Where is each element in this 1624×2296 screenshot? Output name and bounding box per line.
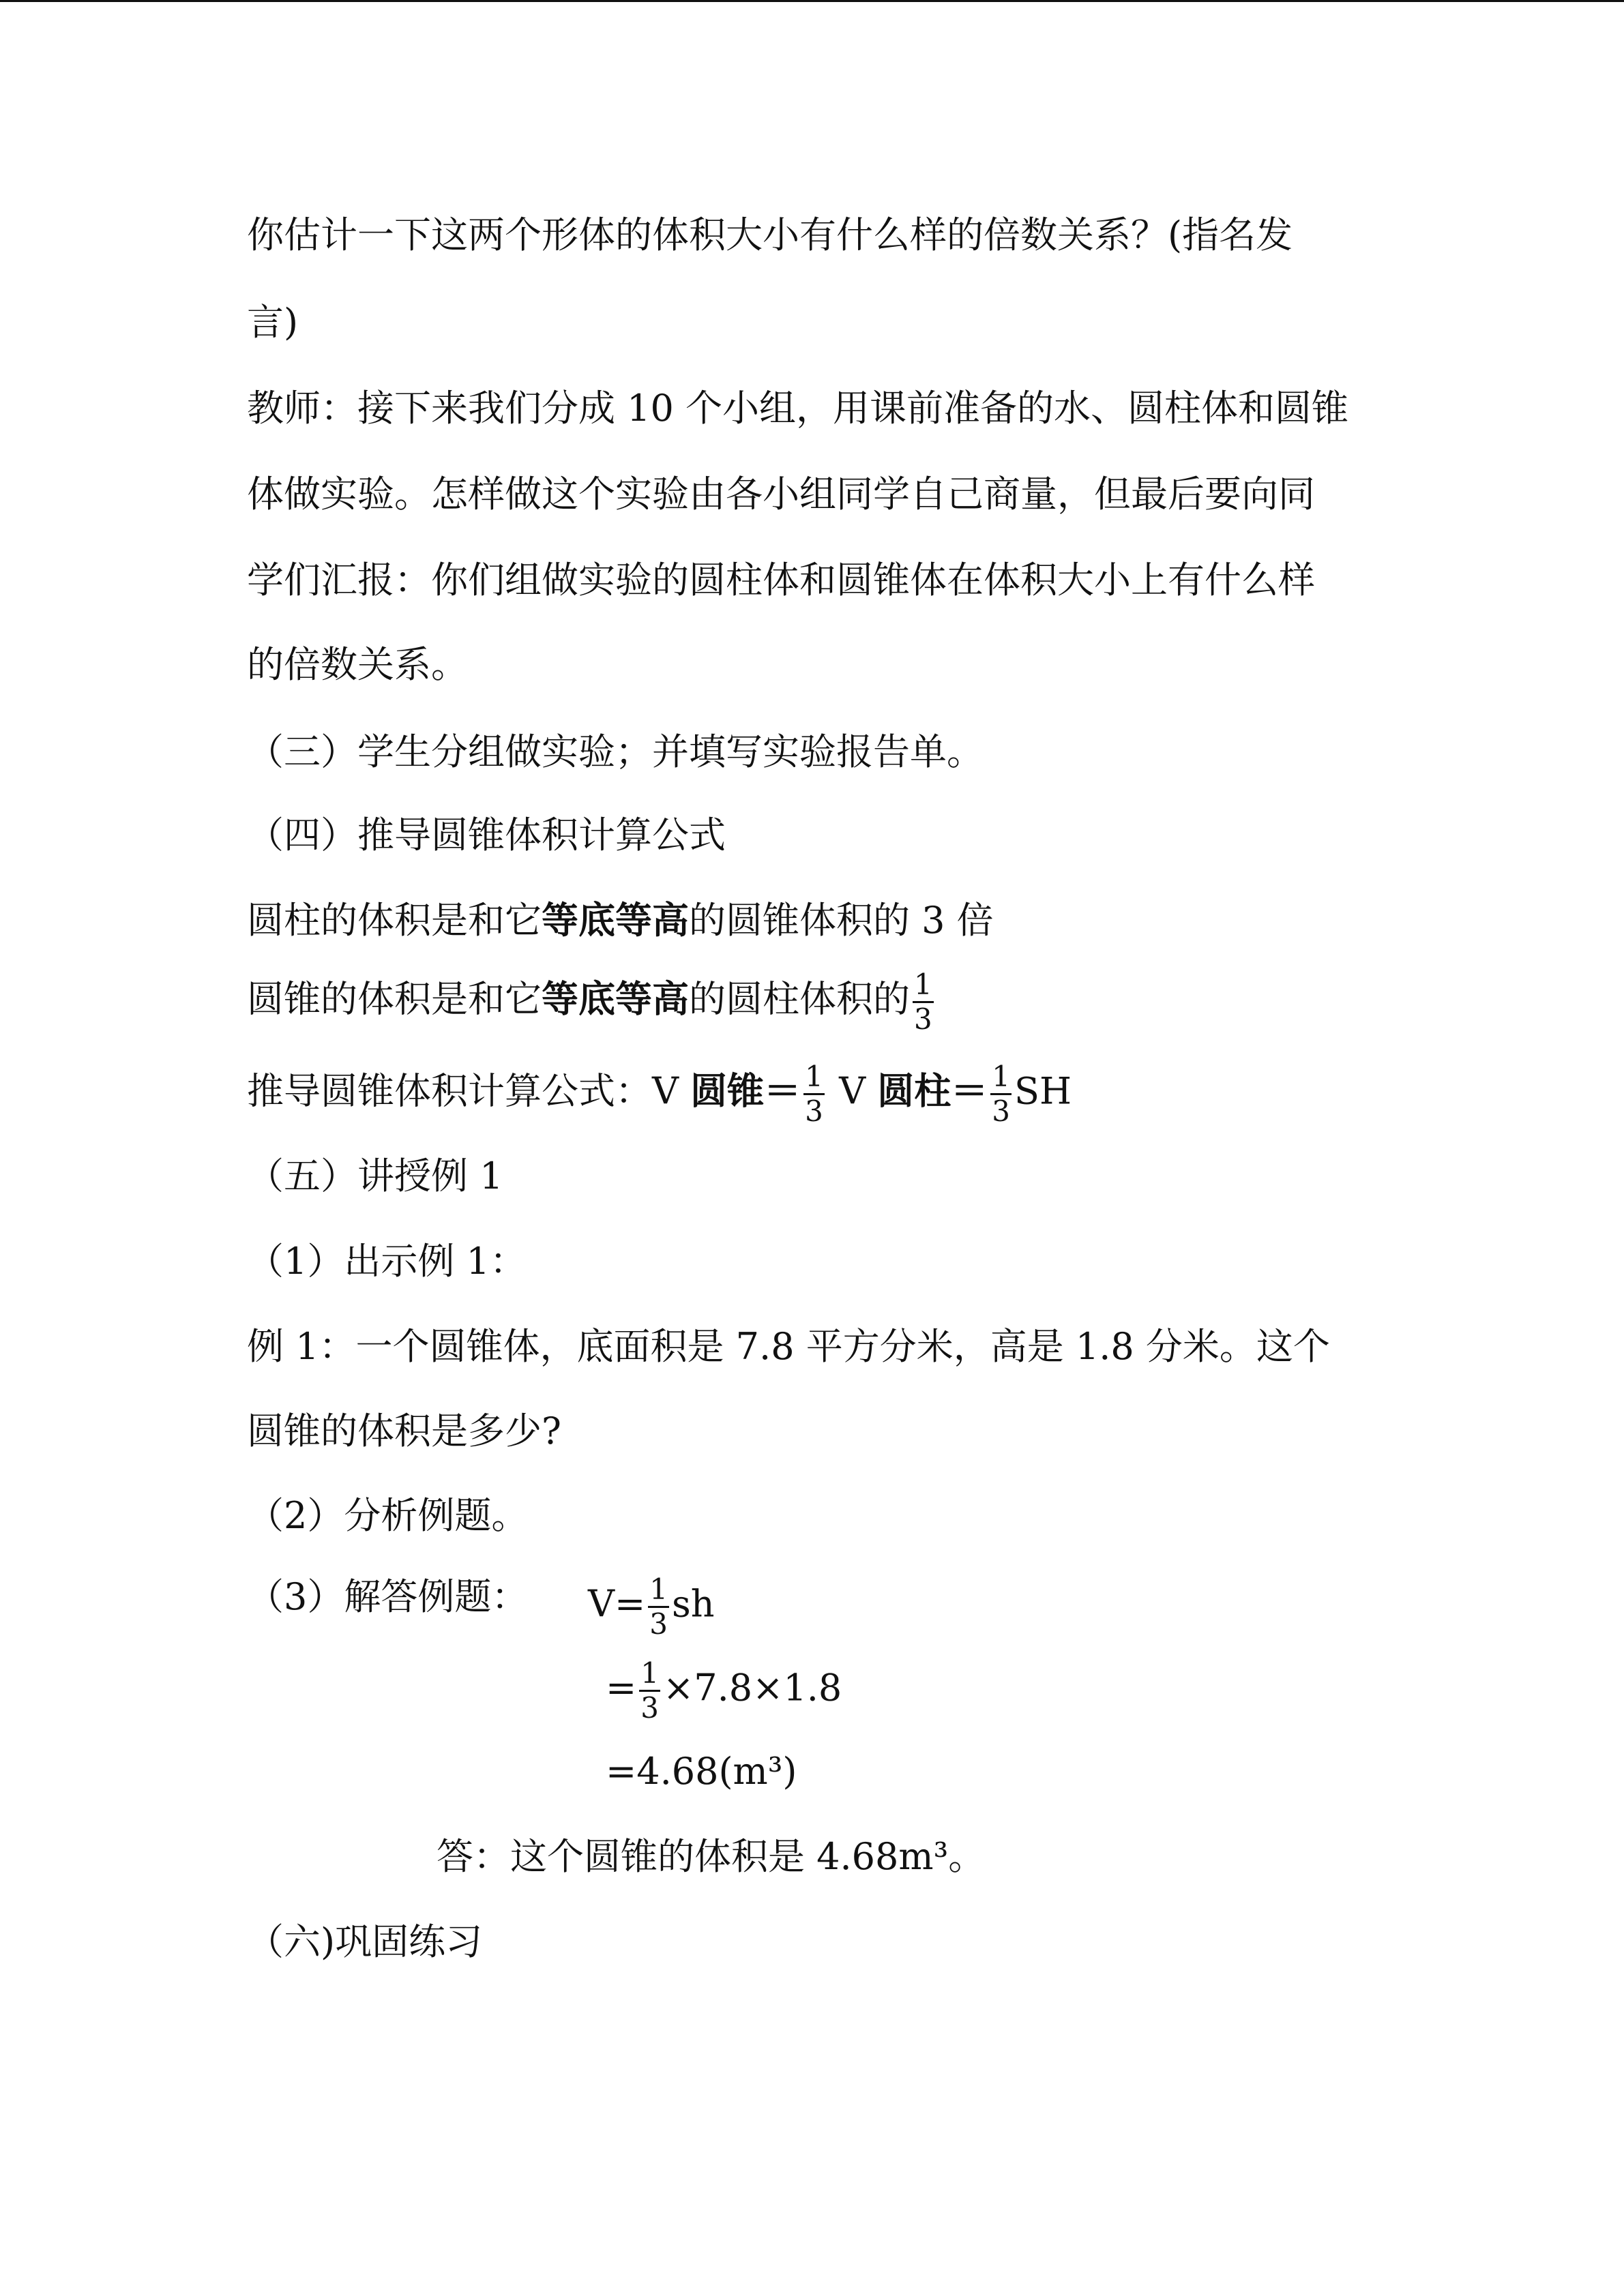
solution-step-1 [588, 1573, 714, 1641]
relation-text: 的圆锥体积的 3 倍 [689, 899, 994, 942]
fraction-denominator: 3 [649, 1607, 668, 1641]
fraction [648, 1573, 669, 1641]
fraction-numerator: 1 [648, 1573, 669, 1608]
solution-step-3: =4.68(m³) [606, 1750, 797, 1793]
section-heading: （四）推导圆锥体积计算公式 [247, 814, 726, 856]
fraction [990, 1060, 1012, 1128]
fraction-denominator: 3 [640, 1691, 659, 1725]
math-text: sh [671, 1582, 715, 1626]
fraction-numerator: 1 [639, 1657, 660, 1692]
paragraph-line: 的倍数关系。 [247, 643, 468, 686]
paragraph-line: 言) [247, 301, 299, 344]
fraction [639, 1657, 660, 1725]
solution-step-2 [606, 1657, 842, 1725]
fraction-denominator: 3 [805, 1094, 823, 1128]
formula-line [247, 1060, 1072, 1128]
fraction-numerator: 1 [803, 1060, 825, 1095]
section-heading: （五）讲授例 1 [247, 1154, 503, 1197]
relation-text: 圆柱的体积是和它 [247, 899, 542, 942]
relation-text: 圆锥的体积是和它 [247, 977, 542, 1021]
formula-text: 推导圆锥体积计算公式：V [247, 1069, 691, 1113]
fraction-denominator: 3 [992, 1094, 1010, 1128]
paragraph-line: 你估计一下这两个形体的体积大小有什么样的倍数关系？(指名发 [247, 213, 1293, 256]
formula-text: V [827, 1069, 878, 1113]
paragraph-line: 学们汇报：你们组做实验的圆柱体和圆锥体在体积大小上有什么样 [247, 558, 1315, 601]
formula-cylinder-label: 圆柱＝ [877, 1069, 988, 1113]
example-line: 例 1：一个圆锥体，底面积是 7.8 平方分米，高是 1.8 分米。这个 [247, 1325, 1330, 1368]
section-item: （2）分析例题。 [247, 1494, 529, 1537]
page-top-border [0, 0, 1624, 2]
section-heading: （三）学生分组做实验；并填写实验报告单。 [247, 730, 984, 773]
fraction [803, 1060, 825, 1128]
formula-text: SH [1014, 1069, 1072, 1113]
fraction-numerator: 1 [990, 1060, 1012, 1095]
relation-bold-text: 等底等高 [542, 898, 689, 942]
math-text: = [606, 1666, 637, 1710]
relation-text: 的圆柱体积的 [689, 977, 910, 1021]
answer-line: 答：这个圆锥的体积是 4.68m³。 [437, 1835, 986, 1878]
fraction [913, 968, 934, 1036]
math-text: V= [588, 1582, 646, 1626]
section-heading: （六)巩固练习 [247, 1920, 483, 1963]
relation-line-2 [247, 968, 936, 1036]
paragraph-line: 体做实验。怎样做这个实验由各小组同学自己商量，但最后要向同 [247, 473, 1315, 516]
math-text: ×7.8×1.8 [662, 1666, 842, 1710]
formula-cone-label: 圆锥＝ [690, 1069, 801, 1113]
relation-line-1 [247, 896, 994, 944]
fraction-denominator: 3 [914, 1002, 932, 1036]
fraction-numerator: 1 [913, 968, 934, 1003]
section-item: （3）解答例题： [247, 1575, 529, 1618]
paragraph-line: 教师：接下来我们分成 10 个小组，用课前准备的水、圆柱体和圆锥 [247, 387, 1349, 430]
relation-bold-text: 等底等高 [542, 976, 689, 1021]
example-line: 圆锥的体积是多少? [247, 1410, 561, 1452]
section-item: （1）出示例 1： [247, 1240, 527, 1283]
